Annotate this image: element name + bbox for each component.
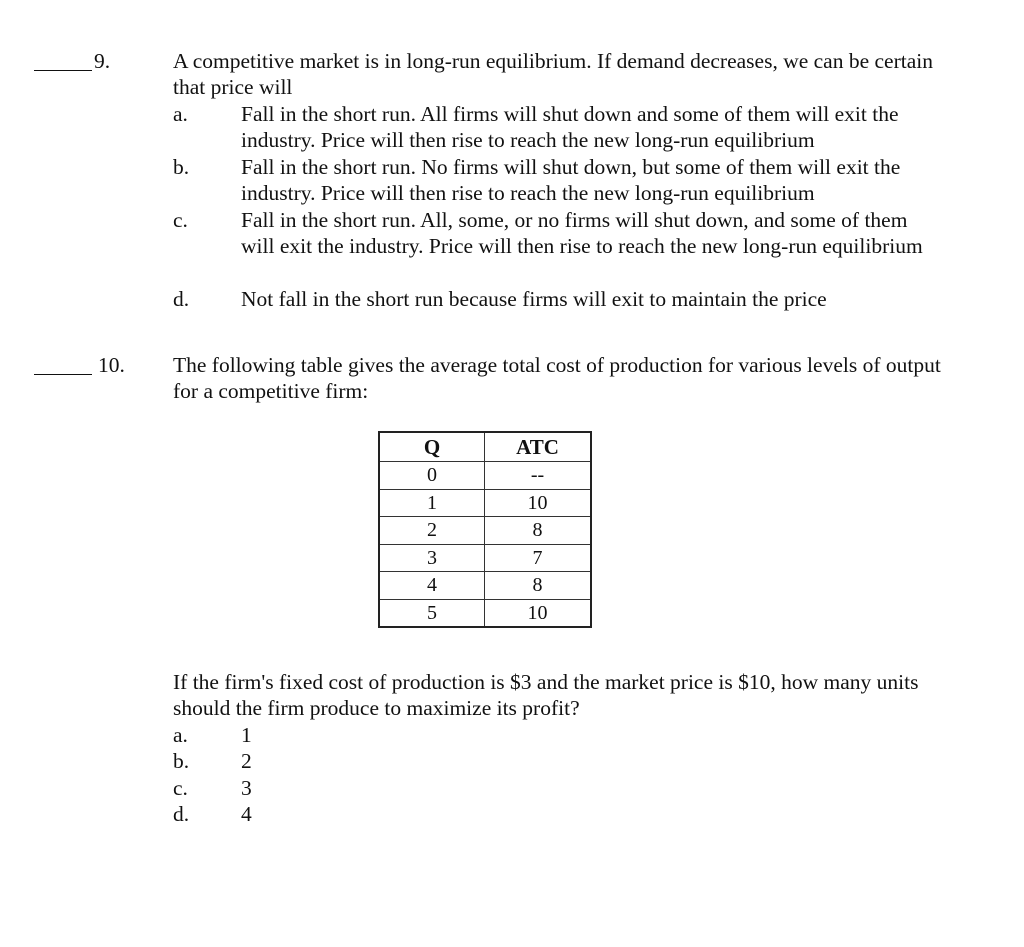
option-text-c: 3 xyxy=(241,776,252,800)
option-letter-d: d. xyxy=(173,802,190,826)
option-text-b: Fall in the short run. No firms will shut down, but some of them will exit the industry. Price will then rise to reach the new long-run equilibrium xyxy=(241,155,901,205)
table-row xyxy=(379,572,591,600)
option-text-b: 2 xyxy=(241,749,252,773)
table-row xyxy=(379,462,591,490)
option-text-d: Not fall in the short run because firms will exit to maintain the price xyxy=(241,287,827,311)
atc-table xyxy=(378,431,592,628)
option-letter-c: c. xyxy=(173,776,188,800)
cell-atc: 10 xyxy=(485,599,592,627)
question-followup: If the firm's fixed cost of production is $3 and the market price is $10, how many units should the firm produce to maximize its profit? xyxy=(173,670,919,720)
cell-q: 1 xyxy=(379,489,485,517)
option-text-c: Fall in the short run. All, some, or no firms will shut down, and some of them will exit the industry. Price will then rise to reach the new long-run equilibrium xyxy=(241,208,923,258)
table-row xyxy=(379,599,591,627)
answer-blank-10[interactable] xyxy=(34,374,92,375)
answer-blank-9[interactable] xyxy=(34,70,92,71)
question-number: 9. xyxy=(94,49,111,73)
table-row xyxy=(379,544,591,572)
cell-atc: 10 xyxy=(485,489,592,517)
option-letter-c: c. xyxy=(173,208,188,232)
cell-atc: 7 xyxy=(485,544,592,572)
table-row xyxy=(379,517,591,545)
question-stem: The following table gives the average total cost of production for various levels of output for a competitive firm: xyxy=(173,353,941,403)
option-text-a: Fall in the short run. All firms will shut down and some of them will exit the industry. Price will then rise to reach the new long-run equilibrium xyxy=(241,102,899,152)
cell-q: 2 xyxy=(379,517,485,545)
cell-q: 5 xyxy=(379,599,485,627)
option-text-d: 4 xyxy=(241,802,252,826)
question-number: 10. xyxy=(98,353,125,377)
cell-atc: -- xyxy=(485,462,592,490)
table-header-row xyxy=(379,432,591,462)
cell-atc: 8 xyxy=(485,517,592,545)
option-letter-a: a. xyxy=(173,723,188,747)
cell-q: 0 xyxy=(379,462,485,490)
question-stem: A competitive market is in long-run equilibrium. If demand decreases, we can be certain that price will xyxy=(173,49,933,99)
option-letter-d: d. xyxy=(173,287,190,311)
option-letter-a: a. xyxy=(173,102,188,126)
option-text-a: 1 xyxy=(241,723,252,747)
table-row xyxy=(379,489,591,517)
cell-q: 4 xyxy=(379,572,485,600)
option-letter-b: b. xyxy=(173,155,190,179)
column-header-atc: ATC xyxy=(485,432,592,462)
option-letter-b: b. xyxy=(173,749,190,773)
cell-atc: 8 xyxy=(485,572,592,600)
cell-q: 3 xyxy=(379,544,485,572)
column-header-q: Q xyxy=(379,432,485,462)
